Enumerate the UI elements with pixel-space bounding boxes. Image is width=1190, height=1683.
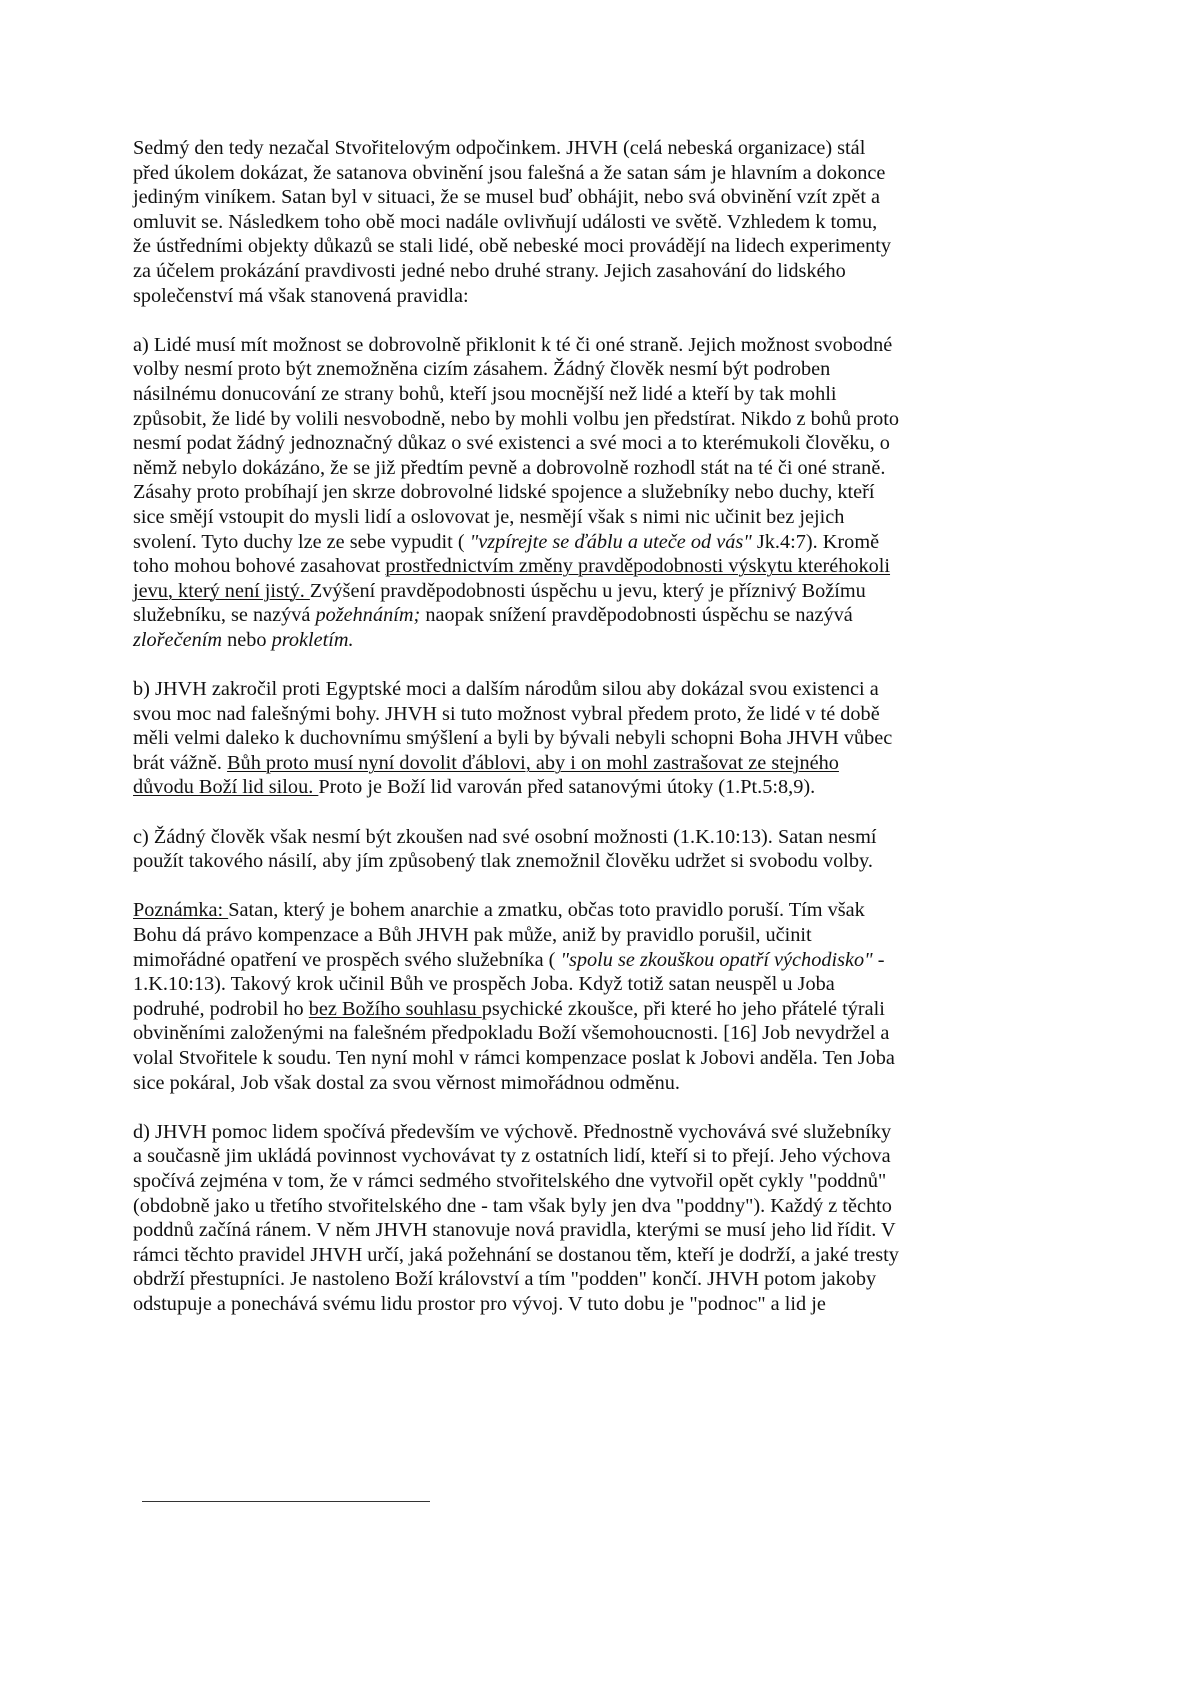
text-run: způsobit, že lidé by volili nesvobodně, nebo by mohli volbu jen předstírat. Nikdo z bohů proto: [133, 407, 900, 430]
text-line: [133, 1243, 1053, 1268]
text-run: Zvýšení pravděpodobnosti úspěchu u jevu, který je příznivý Božímu: [309, 579, 866, 602]
text-line: [133, 603, 1053, 628]
text-run: Sedmý den tedy nezačal Stvořitelovým odpočinkem. JHVH (celá nebeská organizace) stál: [133, 137, 866, 159]
text-run: psychické zkoušce, při které ho jeho přátelé týrali: [481, 997, 885, 1020]
text-line: [133, 1071, 1053, 1096]
text-line: [133, 825, 1053, 850]
text-run: němž nebylo dokázáno, že se již předtím pevně a dobrovolně rozhodl stát na té či oné straně.: [133, 456, 886, 479]
underlined-text: důvodu Boží lid silou.: [133, 776, 319, 799]
document-page: [133, 136, 1053, 1341]
paragraph-intro: [133, 136, 1053, 308]
text-run: naopak snížení pravděpodobnosti úspěchu se nazývá: [420, 604, 853, 627]
text-run: brát vážně.: [133, 751, 228, 774]
text-run: toho mohou bohové zasahovat: [133, 555, 386, 578]
text-run: rámci těchto pravidel JHVH určí, jaká požehnání se dostanou těm, kteří je dodrží, a jaké tresty: [133, 1243, 899, 1266]
text-run: c) Žádný člověk však nesmí být zkoušen nad své osobní možnosti (1.K.10:13). Satan nesmí: [133, 825, 877, 848]
text-line: [133, 702, 1053, 727]
paragraph-rule-b: [133, 677, 1053, 800]
text-run: Satan, který je bohem anarchie a zmatku, občas toto pravidlo poruší. Tím však: [228, 899, 865, 922]
text-run: -: [872, 948, 885, 971]
text-line: [133, 1021, 1053, 1046]
text-line: [133, 1194, 1053, 1219]
text-line: [133, 898, 1053, 923]
italic-quote: zlořečením: [133, 628, 222, 651]
text-line: [133, 136, 1053, 161]
text-run: obdrží přestupníci. Je nastoleno Boží království a tím "podden" končí. JHVH potom jakoby: [133, 1268, 877, 1291]
text-line: [133, 456, 1053, 481]
underlined-text: Bůh proto musí nyní dovolit ďáblovi, aby i on mohl zastrašovat ze stejného: [227, 751, 839, 774]
text-line: [133, 726, 1053, 751]
underlined-text: bez Božího souhlasu: [308, 997, 482, 1020]
text-line: [133, 849, 1053, 874]
text-run: před úkolem dokázat, že satanova obvinění jsou falešná a že satan sám je hlavním a dokonce: [133, 161, 886, 184]
text-run: d) JHVH pomoc lidem spočívá především ve výchově. Přednostně vychovává své služebníky: [133, 1120, 892, 1143]
text-run: měli velmi daleko k duchovnímu smýšlení a byli by bývali nebyli schopni Boha JHVH vůbec: [133, 727, 893, 750]
text-run: Bohu dá právo kompenzace a Bůh JHVH pak může, aniž by pravidlo porušil, učinit: [133, 924, 812, 946]
text-line: [133, 1218, 1053, 1243]
text-line: [133, 775, 1053, 800]
text-line: [133, 185, 1053, 210]
text-run: poddnů začíná ránem. V něm JHVH stanovuje nová pravidla, kterými se musí jeho lid řídit. V: [133, 1219, 896, 1242]
text-run: že ústředními objekty důkazů se stali lidé, obě nebeské moci provádějí na lidech experimenty: [133, 235, 892, 258]
underlined-text: Poznámka:: [133, 899, 229, 922]
text-line: [133, 333, 1053, 358]
text-run: svou moc nad falešnými bohy. JHVH si tuto možnost vybral předem proto, že lidé v té době: [133, 702, 880, 725]
text-line: [133, 1267, 1053, 1292]
underlined-text: jevu, který není jistý.: [133, 579, 310, 602]
text-line: [133, 677, 1053, 702]
text-line: [133, 1169, 1053, 1194]
text-line: [133, 997, 1053, 1022]
paragraph-rule-d: [133, 1120, 1053, 1317]
text-run: sice smějí vstoupit do mysli lidí a oslovovat je, nesmějí však s nimi nic učinit bez jejich: [133, 505, 845, 528]
text-line: [133, 554, 1053, 579]
text-line: [133, 382, 1053, 407]
text-line: [133, 357, 1053, 382]
italic-quote: prokletím.: [271, 628, 354, 651]
text-run: nesmí podat žádný jednoznačný důkaz o své existenci a své moci a to kterémukoli člověku, o: [133, 432, 890, 455]
text-run: Zásahy proto probíhají jen skrze dobrovolné lidské spojence a služebníky nebo duchy, kteří: [133, 481, 875, 504]
italic-quote: "spolu se zkouškou opatří východisko": [560, 948, 873, 971]
text-line: [133, 234, 1053, 259]
text-line: [133, 210, 1053, 235]
text-run: mimořádné opatření ve prospěch svého služebníka (: [133, 948, 561, 971]
text-run: použít takového násilí, aby jím způsobený tlak znemožnil člověku udržet si svobodu volby.: [133, 850, 873, 873]
text-line: [133, 407, 1053, 432]
text-line: [133, 628, 1053, 653]
paragraph-rule-a: [133, 333, 1053, 653]
text-line: [133, 1120, 1053, 1145]
text-run: a) Lidé musí mít možnost se dobrovolně přiklonit k té či oné straně. Jejich možnost svobodné: [133, 333, 893, 356]
text-run: volal Stvořitele k soudu. Ten nyní mohl v rámci kompenzace poslat k Jobovi anděla. Ten Joba: [133, 1046, 895, 1069]
text-line: [133, 751, 1053, 776]
text-line: [133, 1144, 1053, 1169]
text-run: společenství má však stanovená pravidla:: [133, 284, 469, 307]
text-line: [133, 431, 1053, 456]
text-line: [133, 579, 1053, 604]
text-run: Proto je Boží lid varován před satanovými útoky (1.Pt.5:8,9).: [318, 776, 816, 799]
text-run: (obdobně jako u třetího stvořitelského dne - tam však byly jen dva "poddny"). Každý z těchto: [133, 1194, 892, 1217]
italic-quote: "vzpírejte se ďáblu a uteče od vás": [469, 530, 752, 553]
text-run: volby nesmí proto být znemožněna cizím zásahem. Žádný člověk nesmí být podroben: [133, 358, 831, 381]
text-line: [133, 480, 1053, 505]
text-line: [133, 948, 1053, 973]
text-run: odstupuje a ponechává svému lidu prostor pro vývoj. V tuto dobu je "podnoc" a lid je: [133, 1292, 826, 1315]
text-run: obviněními založenými na falešném předpokladu Boží všemohoucnosti. [16] Job nevydržel a: [133, 1022, 890, 1045]
italic-quote: požehnáním;: [315, 604, 421, 627]
text-run: za účelem prokázání pravdivosti jedné nebo druhé strany. Jejich zasahování do lidského: [133, 259, 846, 282]
text-line: [133, 1046, 1053, 1071]
text-line: [133, 972, 1053, 997]
paragraph-rule-c: [133, 825, 1053, 874]
text-run: jediným viníkem. Satan byl v situaci, že se musel buď obhájit, nebo svá obvinění vzít zpět a: [133, 186, 881, 209]
text-run: omluvit se. Následkem toho obě moci nadále ovlivňují události ve světě. Vzhledem k tomu,: [133, 210, 878, 233]
footnote-separator: [142, 1501, 430, 1502]
text-run: sice pokáral, Job však dostal za svou věrnost mimořádnou odměnu.: [133, 1071, 680, 1094]
text-line: [133, 1292, 1053, 1317]
text-run: Jk.4:7). Kromě: [751, 530, 880, 553]
paragraph-note: [133, 898, 1053, 1095]
text-run: služebníku, se nazývá: [133, 604, 316, 627]
text-line: [133, 923, 1053, 948]
text-line: [133, 284, 1053, 309]
text-run: nebo: [222, 628, 272, 651]
text-line: [133, 505, 1053, 530]
text-run: svolení. Tyto duchy lze ze sebe vypudit (: [133, 530, 470, 553]
text-run: 1.K.10:13). Takový krok učinil Bůh ve prospěch Joba. Když totiž satan neuspěl u Joba: [133, 973, 835, 996]
text-line: [133, 161, 1053, 186]
text-run: podruhé, podrobil ho: [133, 997, 309, 1020]
text-run: b) JHVH zakročil proti Egyptské moci a dalším národům silou aby dokázal svou existenci a: [133, 678, 879, 701]
text-run: a současně jim ukládá povinnost vychovávat ty z ostatních lidí, kteří si to přejí. Jeho výchova: [133, 1145, 891, 1168]
text-line: [133, 530, 1053, 555]
text-run: spočívá zejména v tom, že v rámci sedmého stvořitelského dne vytvořil opět cykly "poddnů": [133, 1169, 887, 1192]
text-run: násilnému donucování ze strany bohů, kteří jsou mocnější než lidé a kteří by tak mohli: [133, 382, 837, 405]
underlined-text: prostřednictvím změny pravděpodobnosti výskytu kteréhokoli: [385, 555, 891, 578]
text-line: [133, 259, 1053, 284]
